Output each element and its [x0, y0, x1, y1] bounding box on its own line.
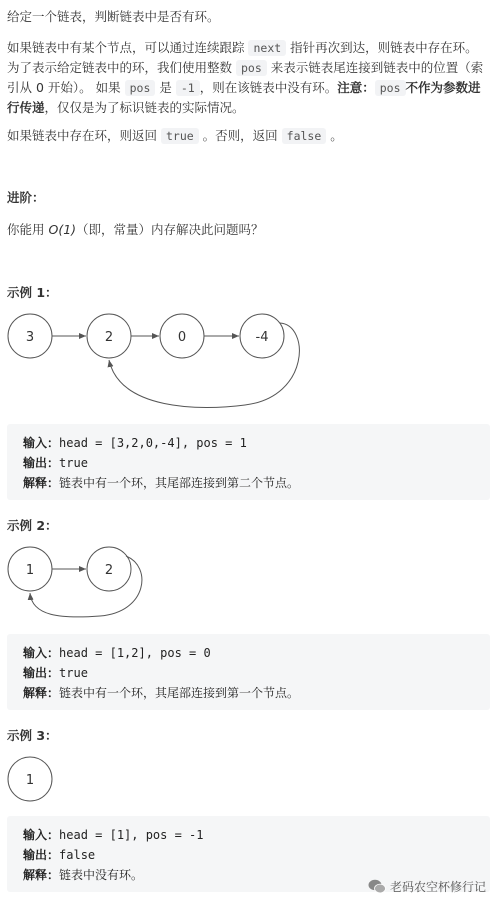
code-pos: pos: [125, 80, 156, 96]
example-3-title: 示例 3：: [7, 728, 58, 743]
output-line: [23, 845, 490, 865]
text-span: 。: [326, 128, 343, 143]
intro-paragraph-1: [7, 7, 490, 27]
input-value: head = [1,2], pos = 0: [59, 646, 211, 660]
example-2-diagram: [0, 540, 502, 620]
explain-label: 解释：: [23, 868, 60, 882]
output-label: 输出：: [23, 666, 60, 680]
input-value: head = [3,2,0,-4], pos = 1: [59, 436, 247, 450]
node-value: 2: [104, 563, 114, 578]
example-1-diagram: [0, 305, 502, 415]
output-value: true: [59, 456, 88, 470]
input-line: [23, 643, 490, 663]
explain-value: 链表中有一个环，其尾部连接到第二个节点。: [59, 476, 300, 490]
input-line: [23, 433, 490, 453]
example-1-title: 示例 1：: [7, 285, 58, 300]
intro-paragraph-2: [7, 38, 490, 118]
node-value: 0: [177, 330, 187, 345]
node-value: 3: [25, 330, 35, 345]
node-value: 1: [25, 563, 35, 578]
text-span: 是: [155, 80, 176, 95]
explain-line: [23, 683, 490, 703]
text-span: 指针再次到达，则链表中存在环。 为了表示给定链表中的环，我们使用整数: [7, 40, 478, 75]
output-value: true: [59, 666, 88, 680]
node-value: -4: [255, 330, 269, 345]
note-label: 注意：: [337, 80, 375, 95]
explain-label: 解释：: [23, 686, 60, 700]
text-span: 你能用: [7, 222, 49, 237]
advanced-title: 进阶：: [7, 190, 45, 205]
example-2-codebox: [7, 634, 490, 710]
code-next: next: [248, 40, 286, 56]
intro-text: 给定一个链表，判断链表中是否有环。: [7, 9, 220, 24]
node-value: 2: [104, 330, 114, 345]
code-pos: pos: [375, 80, 406, 96]
explain-line: [23, 473, 490, 493]
text-span: 如果链表中存在环，则返回: [7, 128, 161, 143]
code-true: true: [161, 128, 199, 144]
text-span: ，仅仅是为了标识链表的实际情况。: [44, 100, 245, 115]
example-1-codebox: [7, 424, 490, 500]
watermark-text: 老码农空杯修行记: [389, 880, 486, 894]
output-label: 输出：: [23, 456, 60, 470]
example-2-title: 示例 2：: [7, 518, 58, 533]
text-span: 。否则，返回: [198, 128, 282, 143]
input-label: 输入：: [23, 828, 60, 842]
input-value: head = [1], pos = -1: [59, 828, 204, 842]
text-span: 如果链表中有某个节点，可以通过连续跟踪: [7, 40, 249, 55]
text-span: ，则在该链表中没有环。: [199, 80, 338, 95]
explain-label: 解释：: [23, 476, 60, 490]
output-value: false: [59, 848, 96, 862]
advanced-text: [7, 220, 490, 240]
input-label: 输入：: [23, 646, 60, 660]
input-line: [23, 825, 490, 845]
code-pos: pos: [236, 60, 267, 76]
intro-paragraph-3: [7, 126, 490, 146]
explain-value: 链表中有一个环，其尾部连接到第一个节点。: [59, 686, 300, 700]
node-value: 1: [25, 773, 35, 788]
wechat-icon: [368, 879, 386, 894]
text-span: （即，常量）内存解决此问题吗？: [76, 222, 264, 237]
example-3-diagram: [0, 752, 502, 812]
explain-value: 链表中没有环。: [59, 868, 144, 882]
complexity: O(1): [48, 222, 77, 237]
output-label: 输出：: [23, 848, 60, 862]
watermark: [368, 878, 486, 895]
input-label: 输入：: [23, 436, 60, 450]
output-line: [23, 453, 490, 473]
code-minus-one: -1: [176, 80, 200, 96]
code-false: false: [282, 128, 327, 144]
text-span: 来表示链表尾连接到链表中的位置（索引从 0 开始）。 如果: [7, 60, 484, 95]
output-line: [23, 663, 490, 683]
note-bold-text: 不作为参数进行传递: [7, 80, 481, 115]
